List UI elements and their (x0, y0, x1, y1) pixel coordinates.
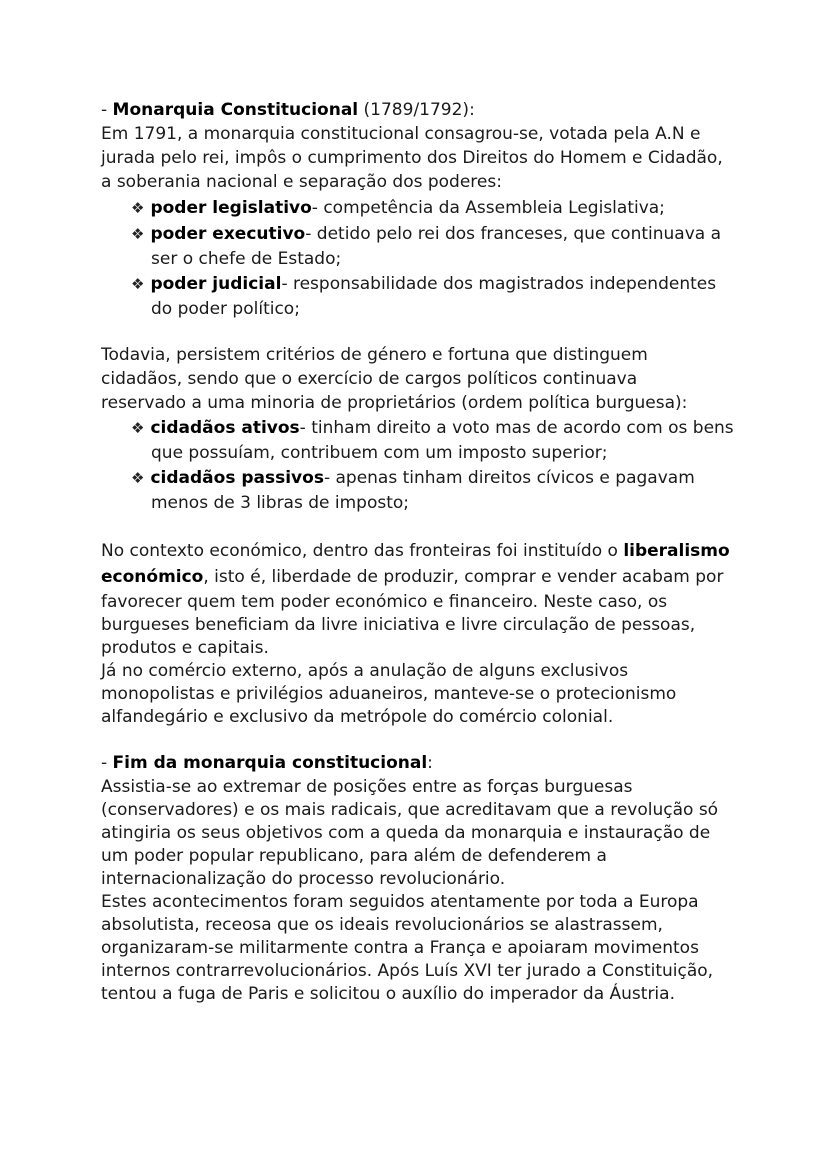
paragraph-line (101, 540, 730, 563)
paragraph-line: Todavia, persistem critérios de género e fortuna que distinguem (101, 345, 648, 365)
paragraph-line: organizaram-se militarmente contra a França e apoiaram movimentos (101, 938, 699, 958)
paragraph-line: Já no comércio externo, após a anulação de alguns exclusivos (101, 661, 629, 681)
diamond-bullet-icon: ❖ (131, 225, 145, 243)
list-item-text: - competência da Assembleia Legislativa; (311, 198, 665, 218)
bold-term-economico: económico (101, 567, 204, 587)
list-item-poder-judicial (131, 273, 716, 296)
list-item-continuation: ser o chefe de Estado; (151, 249, 342, 269)
section-heading-fim-monarquia (101, 752, 433, 775)
paragraph-line: Em 1791, a monarquia constitucional consagrou-se, votada pela A.N e (101, 124, 701, 144)
list-item-text: - detido pelo rei dos franceses, que continuava a (305, 224, 721, 244)
paragraph-line: tentou a fuga de Paris e solicitou o auxílio do imperador da Áustria. (101, 984, 675, 1004)
paragraph-line (101, 566, 723, 589)
paragraph-line: Estes acontecimentos foram seguidos atentamente por toda a Europa (101, 892, 699, 912)
paragraph-line: reservado a uma minoria de proprietários (ordem política burguesa): (101, 393, 688, 413)
paragraph-line: cidadãos, sendo que o exercício de cargos políticos continuava (101, 369, 638, 389)
heading-title: Monarquia Constitucional (112, 100, 359, 120)
paragraph-line: um poder popular republicano, para além de defenderem a (101, 846, 607, 866)
list-item-poder-executivo (131, 223, 721, 246)
list-item-continuation: que possuíam, contribuem com um imposto superior; (151, 443, 608, 463)
diamond-bullet-icon: ❖ (131, 199, 145, 217)
list-item-continuation: do poder político; (151, 299, 300, 319)
paragraph-line: burgueses beneficiam da livre iniciativa e livre circulação de pessoas, (101, 615, 696, 635)
heading-suffix: : (427, 753, 433, 773)
section-heading-monarquia-constitucional (101, 99, 475, 122)
paragraph-line: favorecer quem tem poder económico e financeiro. Neste caso, os (101, 592, 668, 612)
paragraph-line: a soberania nacional e separação dos poderes: (101, 172, 502, 192)
paragraph-line: jurada pelo rei, impôs o cumprimento dos Direitos do Homem e Cidadão, (101, 148, 723, 168)
paragraph-line: internos contrarrevolucionários. Após Luís XVI ter jurado a Constituição, (101, 961, 714, 981)
list-item-term: poder legislativo (150, 198, 312, 218)
paragraph-line: atingiria os seus objetivos com a queda da monarquia e instauração de (101, 823, 711, 843)
list-item-term: cidadãos ativos (150, 418, 300, 438)
list-item-term: poder executivo (150, 224, 306, 244)
list-item-cidadaos-ativos (131, 417, 734, 440)
list-item-text: - tinham direito a voto mas de acordo com os bens (299, 418, 734, 438)
paragraph-line: (conservadores) e os mais radicais, que acreditavam que a revolução só (101, 800, 719, 820)
list-item-text: - responsabilidade dos magistrados independentes (281, 274, 717, 294)
heading-dash: - (101, 753, 113, 773)
list-item-poder-legislativo (131, 197, 665, 220)
heading-suffix: (1789/1792): (358, 100, 475, 120)
diamond-bullet-icon: ❖ (131, 275, 145, 293)
list-item-term: cidadãos passivos (150, 468, 324, 488)
paragraph-line: produtos e capitais. (101, 638, 269, 658)
paragraph-line: Assistia-se ao extremar de posições entre as forças burguesas (101, 777, 633, 797)
bold-term-liberalismo: liberalismo (623, 541, 730, 561)
list-item-continuation: menos de 3 libras de imposto; (151, 493, 410, 513)
paragraph-line: monopolistas e privilégios aduaneiros, manteve-se o protecionismo (101, 684, 677, 704)
paragraph-line: internacionalização do processo revolucionário. (101, 869, 506, 889)
diamond-bullet-icon: ❖ (131, 469, 145, 487)
list-item-text: - apenas tinham direitos cívicos e pagavam (323, 468, 695, 488)
heading-title: Fim da monarquia constitucional (112, 753, 428, 773)
list-item-cidadaos-passivos (131, 467, 695, 490)
list-item-term: poder judicial (150, 274, 282, 294)
paragraph-line: alfandegário e exclusivo da metrópole do comércio colonial. (101, 707, 614, 727)
paragraph-line: absolutista, receosa que os ideais revolucionários se alastrassem, (101, 915, 663, 935)
text-run: , isto é, liberdade de produzir, comprar e vender acabam por (203, 567, 724, 587)
diamond-bullet-icon: ❖ (131, 419, 145, 437)
heading-dash: - (101, 100, 113, 120)
text-run: No contexto económico, dentro das fronteiras foi instituído o (101, 541, 624, 561)
